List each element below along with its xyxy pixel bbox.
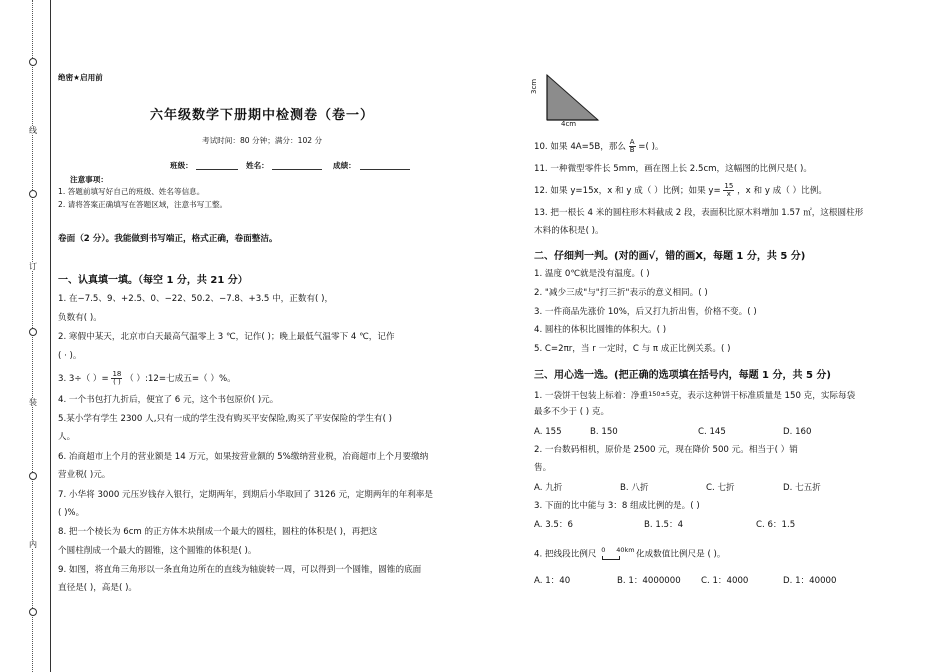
question-line: 6. 冶商超市上个月的营业额是 14 万元，如果按营业额的 5%缴纳营业税，冶商超市上个月要缴纳	[58, 452, 429, 462]
choice-option: C. 6：1.5	[756, 520, 796, 530]
neatness-note: 卷面（2 分）。我能做到书写端正，格式正确，卷面整洁。	[58, 234, 278, 244]
question-line: 营业税( )元。	[58, 470, 111, 480]
notes-title: 注意事项：	[70, 175, 108, 184]
q1-part1: 1. 一袋饼干包装上标着：净重	[534, 391, 649, 401]
question-line: 个圆柱削成一个最大的圆锥，这个圆锥的体积是( )。	[58, 546, 257, 556]
confidential-mark: 绝密★启用前	[58, 73, 103, 82]
question-line: 售。	[534, 463, 552, 473]
q3-fraction-numerator: 18	[112, 370, 122, 378]
question-line: 7. 小华将 3000 元压岁钱存入银行，定期两年，到期后小华取回了 3126 元，定期两年的年利率是	[58, 490, 433, 500]
choice-option: A. 1：40	[534, 576, 571, 586]
triangle-side-label: 3cm	[530, 78, 538, 94]
question-line: 2. 寒假中某天，北京市白天最高气温零上 3 ℃，记作( )；晚上最低气温零下 4 ℃，记作	[58, 332, 395, 342]
q3-fraction-denominator: ( )	[113, 378, 121, 386]
q12-part2: ，x 和 y 成（ ）比例。	[737, 186, 827, 196]
q12-fraction	[723, 183, 734, 198]
q4-part2: 化成数值比例尺是 ( )。	[635, 549, 726, 560]
exam-info: 考试时间：80 分钟；满分：102 分	[202, 136, 323, 145]
binding-dotted-line	[32, 0, 33, 672]
q10-part2: =( )。	[638, 142, 664, 152]
question-line: 直径是( )，高是( )。	[58, 583, 138, 593]
triangle-shape	[547, 75, 598, 120]
question-line	[534, 388, 855, 402]
question-line: 最多不少于 ( ) 克。	[534, 407, 610, 417]
q10-fraction-denominator: B	[629, 146, 635, 154]
q12-fraction-numerator: 15	[724, 182, 734, 190]
triangle-base-label: 4cm	[561, 120, 577, 128]
question-line: 人。	[58, 432, 76, 442]
choice-option: C. 145	[698, 427, 726, 437]
section1-heading: 一、认真填一填。（每空 1 分，共 21 分）	[58, 275, 248, 286]
choice-option: B. 八折	[620, 483, 649, 493]
judge-item: 2. "减少三成"与"打三折"表示的意义相同。( )	[534, 288, 708, 298]
q1-weight: 150±5	[648, 390, 671, 398]
question-line: ( · )。	[58, 351, 82, 361]
choice-option: A. 3.5：6	[534, 520, 573, 530]
name-field[interactable]	[272, 160, 322, 170]
q12-part1: 12. 如果 y=15x，x 和 y 成（ ）比例；如果 y=	[534, 186, 721, 196]
q1-part2: 克，表示这种饼干标准质量是 150 克，实际每袋	[670, 391, 856, 401]
note-item: 1. 答题前填写好自己的班级、姓名等信息。	[58, 187, 205, 196]
choice-option: B. 1.5：4	[644, 520, 684, 530]
question-line: 5.某小学有学生 2300 人,只有一成的学生没有购买平安保险,购买了平安保险的学生有( )	[58, 414, 393, 424]
question-line: ( )%。	[58, 508, 85, 518]
question-line	[534, 183, 827, 198]
q10-part1: 10. 如果 4A=5B，那么	[534, 142, 627, 152]
judge-item: 4. 圆柱的体积比圆锥的体积大。( )	[534, 325, 667, 335]
choice-option: B. 1：4000000	[617, 576, 681, 586]
binding-label: 装	[29, 398, 37, 407]
section2-heading: 二、仔细判一判。(对的画√，错的画X，每题 1 分，共 5 分)	[534, 251, 806, 262]
choice-option: D. 1：40000	[783, 576, 837, 586]
q3-part1: 3. 3÷（ ）=	[58, 374, 112, 384]
q3-part2: （ ）:12=七成五=（ ）%。	[125, 374, 236, 384]
name-label: 姓名：	[246, 161, 269, 170]
question-line: 9. 如图，将直角三角形以一条直角边所在的直线为轴旋转一周，可以得到一个圆锥，圆锥的底面	[58, 565, 422, 575]
question-line: 木料的体积是( )。	[534, 226, 604, 236]
question-line: 13. 把一根长 4 米的圆柱形木料截成 2 段，表面积比原木料增加 1.57 ㎡，这根圆柱形	[534, 208, 864, 218]
choice-option: D. 160	[783, 427, 812, 437]
question-line	[58, 371, 236, 386]
scale-bar-icon	[599, 547, 633, 561]
binding-hole-icon	[29, 608, 37, 616]
question-line: 11. 一种微型零件长 5mm，画在图上长 2.5cm，这幅图的比例尺是( )。	[534, 164, 812, 174]
choice-option: C. 1：4000	[701, 576, 749, 586]
q10-fraction-numerator: A	[629, 138, 635, 146]
score-label: 成绩：	[333, 161, 356, 170]
choice-option: C. 七折	[706, 483, 735, 493]
scale-zero-label: 0	[601, 546, 606, 554]
binding-label: 内	[29, 540, 37, 549]
choice-option: B. 150	[590, 427, 618, 437]
binding-label: 订	[29, 262, 37, 271]
q4-part1: 4. 把线段比例尺	[534, 549, 597, 560]
question-line	[534, 547, 725, 561]
question-line: 1. 在−7.5、9、+2.5、0、−22、50.2、−7.8、+3.5 中，正数有( )，	[58, 294, 334, 304]
q10-fraction	[629, 139, 636, 154]
class-field[interactable]	[196, 160, 238, 170]
q12-fraction-denominator: x	[726, 190, 731, 198]
q3-fraction	[111, 371, 122, 386]
question-line: 2. 一台数码相机，原价是 2500 元，现在降价 500 元。相当于( ）销	[534, 445, 798, 455]
page-title: 六年级数学下册期中检测卷（卷一）	[150, 108, 375, 123]
choice-option: A. 155	[534, 427, 562, 437]
class-label: 班级：	[170, 161, 193, 170]
score-field[interactable]	[360, 160, 410, 170]
binding-hole-icon	[29, 58, 37, 66]
section3-heading: 三、用心选一选。(把正确的选项填在括号内，每题 1 分，共 5 分)	[534, 370, 831, 381]
binding-hole-icon	[29, 328, 37, 336]
binding-solid-line	[50, 0, 51, 672]
choice-option: D. 七五折	[783, 483, 821, 493]
question-line: 4. 一个书包打九折后，便宜了 6 元，这个书包原价( )元。	[58, 395, 279, 405]
binding-hole-icon	[29, 472, 37, 480]
judge-item: 3. 一件商品先涨价 10%，后又打九折出售，价格不变。( )	[534, 307, 757, 317]
scale-40km-label: 40km	[616, 546, 635, 554]
question-line: 负数有( )。	[58, 313, 102, 323]
choice-option: A. 九折	[534, 483, 563, 493]
binding-label: 线	[29, 126, 37, 135]
judge-item: 1. 温度 0℃就是没有温度。( )	[534, 269, 650, 279]
judge-item: 5. C=2πr，当 r 一定时，C 与 π 成正比例关系。( )	[534, 344, 731, 354]
scale-bar-line	[602, 556, 620, 560]
question-line: 8. 把一个棱长为 6cm 的正方体木块削成一个最大的圆柱，圆柱的体积是( )，再把这	[58, 527, 378, 537]
note-item: 2. 请将答案正确填写在答题区域，注意书写工整。	[58, 200, 228, 209]
binding-hole-icon	[29, 190, 37, 198]
question-line	[534, 139, 664, 154]
question-line: 3. 下面的比中能与 3：8 组成比例的是。( )	[534, 501, 700, 511]
